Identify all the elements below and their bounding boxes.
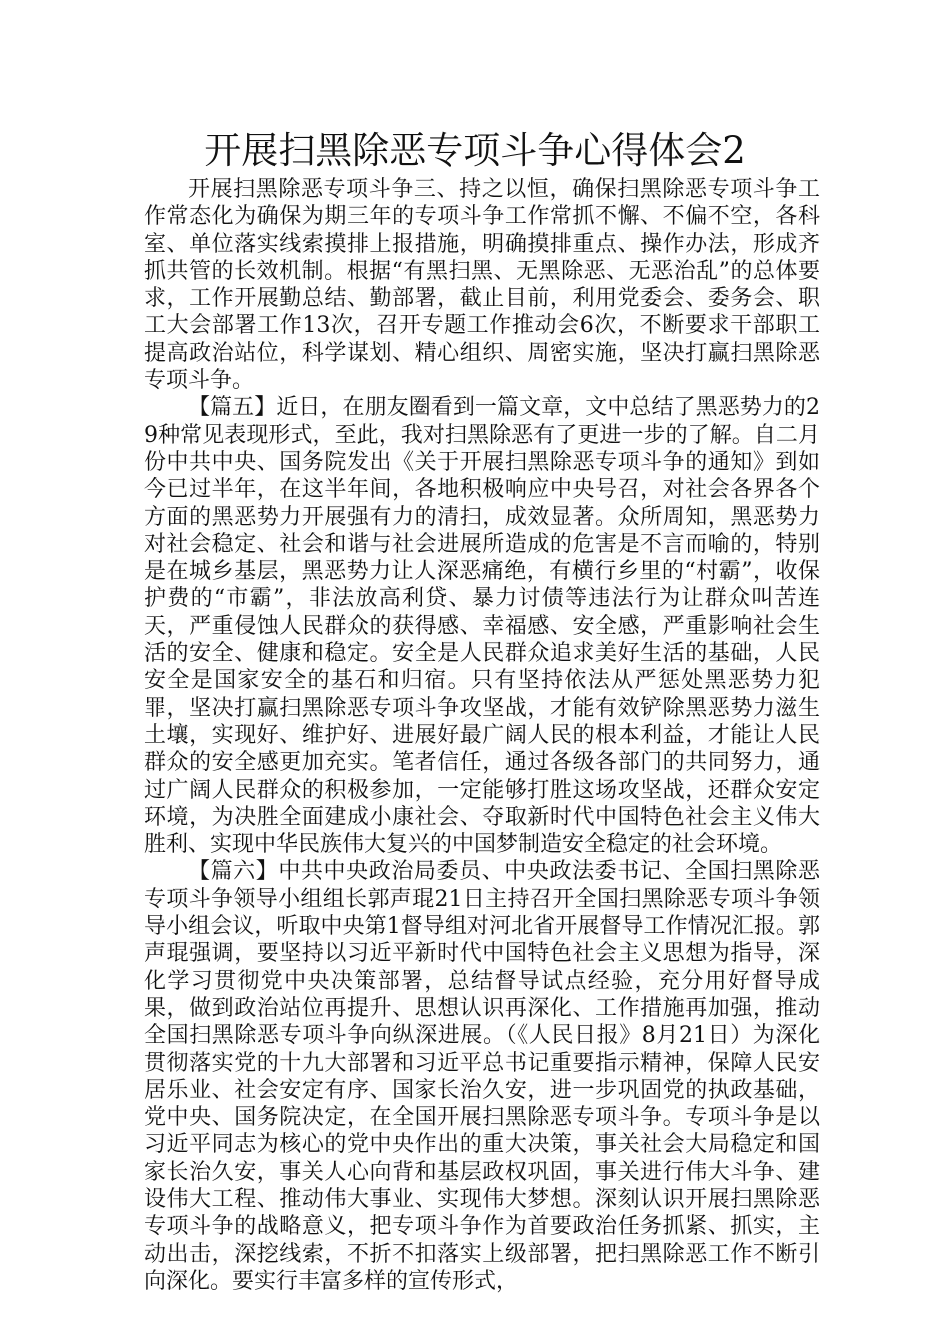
document-body bbox=[144, 176, 820, 1295]
paragraph: 开展扫黑除恶专项斗争三、持之以恒，确保扫黑除恶专项斗争工作常态化为确保为期三年的专项斗争工作常抓不懈、不偏不空，各科室、单位落实线索摸排上报措施，明确摸排重点、操作办法，形成齐抓共管的长效机制。根据“有黑扫黑、无黑除恶、无恶治乱”的总体要求，工作开展勤总结、勤部署，截止目前，利用党委会、委务会、职工大会部署工作13次，召开专题工作推动会6次，不断要求干部职工提高政治站位，科学谋划、精心组织、周密实施，坚决打赢扫黑除恶专项斗争。 bbox=[144, 177, 820, 394]
paragraph: 【篇五】近日，在朋友圈看到一篇文章，文中总结了黑恶势力的29种常见表现形式，至此，我对扫黑除恶有了更进一步的了解。自二月份中共中央、国务院发出《关于开展扫黑除恶专项斗争的通知》到如今已过半年，在这半年间，各地积极响应中央号召，对社会各界各个方面的黑恶势力开展强有力的清扫，成效显著。众所周知，黑恶势力对社会稳定、社会和谐与社会进展所造成的危害是不言而喻的，特别是在城乡基层，黑恶势力让人深恶痛绝，有横行乡里的“村霸”，收保护费的“市霸”，非法放高利贷、暴力讨债等违法行为让群众叫苦连天，严重侵蚀人民群众的获得感、幸福感、安全感，严重影响社会生活的安全、健康和稳定。安全是人民群众追求美好生活的基础，人民安全是国家安全的基石和归宿。只有坚持依法从严惩处黑恶势力犯罪，坚决打赢扫黑除恶专项斗争攻坚战，才能有效铲除黑恶势力滋生土壤，实现好、维护好、进展好最广阔人民的根本利益，才能让人民群众的安全感更加充实。笔者信任，通过各级各部门的共同努力，通过广阔人民群众的积极参加，一定能够打胜这场攻坚战，还群众安定环境，为决胜全面建成小康社会、夺取新时代中国特色社会主义伟大胜利、实现中华民族伟大复兴的中国梦制造安全稳定的社会环境。 bbox=[144, 395, 820, 858]
document-title: 开展扫黑除恶专项斗争心得体会2 bbox=[204, 129, 746, 172]
paragraph: 【篇六】中共中央政治局委员、中央政法委书记、全国扫黑除恶专项斗争领导小组组长郭声琨21日主持召开全国扫黑除恶专项斗争领导小组会议，听取中央第1督导组对河北省开展督导工作情况汇报。郭声琨强调，要坚持以习近平新时代中国特色社会主义思想为指导，深化学习贯彻党中央决策部署，总结督导试点经验，充分用好督导成果，做到政治站位再提升、思想认识再深化、工作措施再加强，推动全国扫黑除恶专项斗争向纵深进展。（《人民日报》8月21日）为深化贯彻落实党的十九大部署和习近平总书记重要指示精神，保障人民安居乐业、社会安定有序、国家长治久安，进一步巩固党的执政基础，党中央、国务院决定，在全国开展扫黑除恶专项斗争。专项斗争是以习近平同志为核心的党中央作出的重大决策，事关社会大局稳定和国家长治久安，事关人心向背和基层政权巩固，事关进行伟大斗争、建设伟大工程、推动伟大事业、实现伟大梦想。深刻认识开展扫黑除恶专项斗争的战略意义，把专项斗争作为首要政治任务抓紧、抓实，主动出击，深挖线索，不折不扣落实上级部署，把扫黑除恶工作不断引向深化。要实行丰富多样的宣传形式， bbox=[144, 859, 820, 1294]
